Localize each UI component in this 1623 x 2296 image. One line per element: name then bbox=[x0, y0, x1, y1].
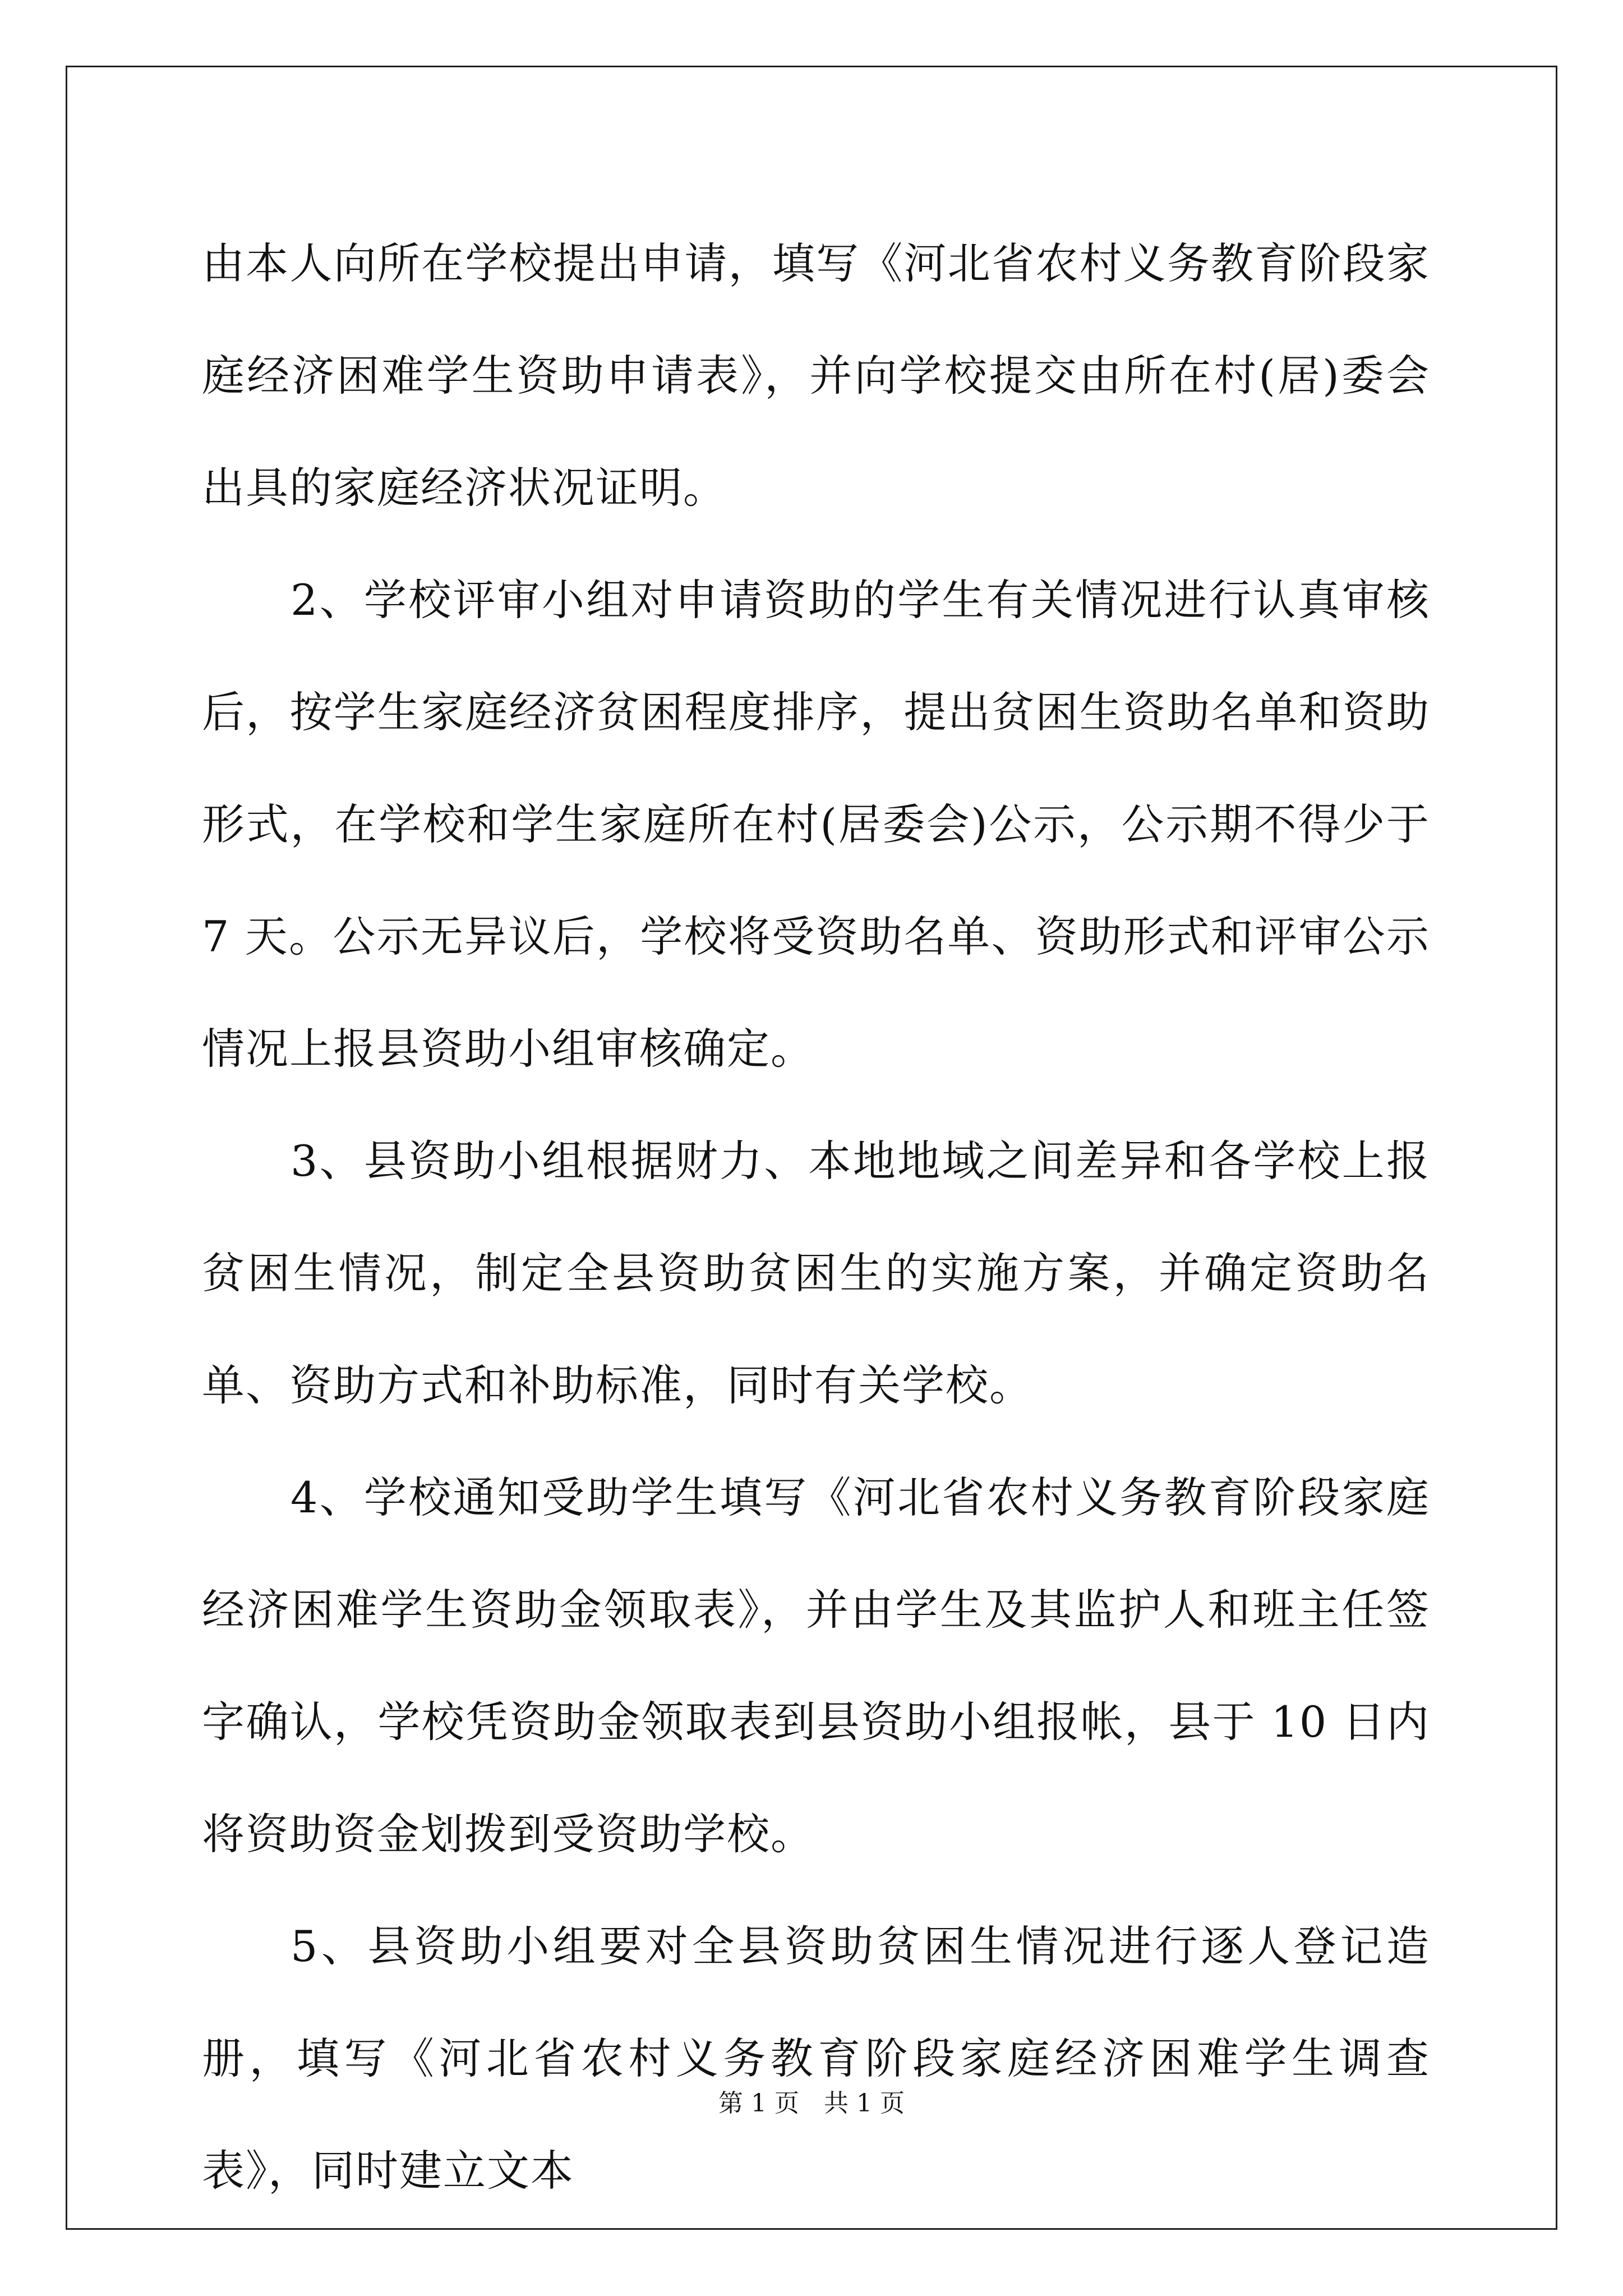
paragraph-3: 3、县资助小组根据财力、本地地域之间差异和各学校上报贫困生情况，制定全县资助贫困生的实施方案，并确定资助名单、资助方式和补助标准，同时有关学校。 bbox=[202, 1136, 1430, 1410]
paragraph-2: 2、学校评审小组对申请资助的学生有关情况进行认真审核后，按学生家庭经济贫困程度排序，提出贫困生资助名单和资助形式，在学校和学生家庭所在村(居委会)公示，公示期不得少于 7 天。公示无异议后，学校将受资助名单、资助形式和评审公示情况上报县资助小组审核确定。 bbox=[202, 575, 1430, 1074]
page-footer bbox=[0, 2087, 1623, 2120]
paragraph-4: 4、学校通知受助学生填写《河北省农村义务教育阶段家庭经济困难学生资助金领取表》，并由学生及其监护人和班主任签字确认，学校凭资助金领取表到县资助小组报帐，县于 10 日内将资助资金划拨到受资助学校。 bbox=[202, 1473, 1430, 1859]
page-number: 第 1 页 bbox=[718, 2089, 799, 2118]
paragraph-1: 由本人向所在学校提出申请，填写《河北省农村义务教育阶段家庭经济困难学生资助申请表》，并向学校提交由所在村(居)委会出具的家庭经济状况证明。 bbox=[202, 238, 1430, 513]
total-pages: 共 1 页 bbox=[824, 2089, 905, 2118]
document-body bbox=[202, 208, 1430, 2227]
paragraph-5: 5、县资助小组要对全县资助贫困生情况进行逐人登记造册，填写《河北省农村义务教育阶段家庭经济困难学生调查表》，同时建立文本 bbox=[202, 1921, 1430, 2196]
